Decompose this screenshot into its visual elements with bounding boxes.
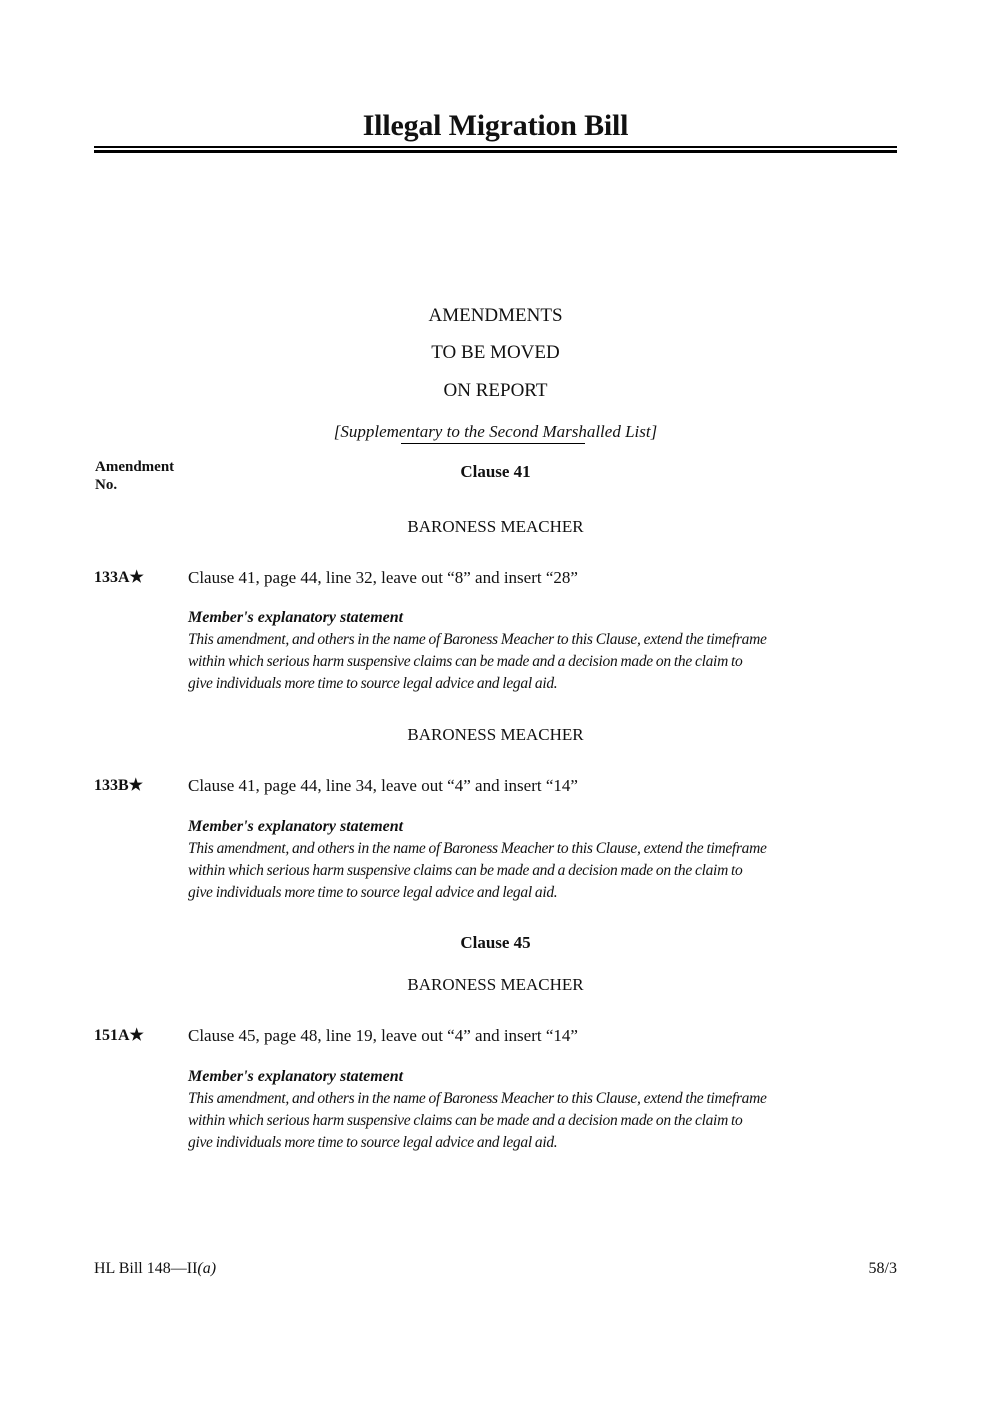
statement-line: within which serious harm suspensive claims can be made and a decision made on the claim to bbox=[188, 1112, 743, 1129]
document-title: Illegal Migration Bill bbox=[362, 109, 629, 142]
amendment-label-line-1: Amendment bbox=[95, 459, 175, 475]
amendment-number: 133A★ bbox=[94, 569, 144, 586]
explanatory-statement-heading: Member's explanatory statement bbox=[188, 818, 404, 835]
clause-heading: Clause 45 bbox=[460, 933, 531, 952]
title-rule-thick bbox=[94, 150, 897, 153]
heading-amendments: AMENDMENTS bbox=[428, 305, 563, 326]
bill-reference-suffix: (a) bbox=[197, 1260, 217, 1277]
amendment-text: Clause 45, page 48, line 19, leave out “4” and insert “14” bbox=[188, 1026, 578, 1045]
statement-line: This amendment, and others in the name of Baroness Meacher to this Clause, extend the timeframe bbox=[188, 631, 767, 648]
statement-line: This amendment, and others in the name of Baroness Meacher to this Clause, extend the timeframe bbox=[188, 1090, 767, 1107]
explanatory-statement-body bbox=[188, 629, 900, 695]
page-reference: 58/3 bbox=[868, 1260, 897, 1277]
amendment-label-line-2: No. bbox=[95, 477, 118, 493]
explanatory-statement-heading: Member's explanatory statement bbox=[188, 1068, 404, 1085]
amendment-text: Clause 41, page 44, line 32, leave out “8” and insert “28” bbox=[188, 568, 578, 587]
statement-line: within which serious harm suspensive claims can be made and a decision made on the claim to bbox=[188, 862, 743, 879]
explanatory-statement-heading: Member's explanatory statement bbox=[188, 609, 404, 626]
supplementary-underline bbox=[401, 443, 585, 444]
amendment-number: 151A★ bbox=[94, 1027, 144, 1044]
supplementary-note: [Supplementary to the Second Marshalled List] bbox=[333, 422, 658, 441]
bill-reference-main: HL Bill 148—II bbox=[94, 1260, 198, 1277]
clause-heading: Clause 41 bbox=[460, 462, 531, 481]
amendment-text: Clause 41, page 44, line 34, leave out “4” and insert “14” bbox=[188, 776, 578, 795]
explanatory-statement-body bbox=[188, 838, 900, 904]
heading-to-be-moved: TO BE MOVED bbox=[431, 342, 560, 363]
bill-reference bbox=[94, 1258, 216, 1280]
member-name: BARONESS MEACHER bbox=[407, 725, 584, 744]
member-name: BARONESS MEACHER bbox=[407, 517, 584, 536]
heading-on-report: ON REPORT bbox=[443, 380, 548, 401]
explanatory-statement-body bbox=[188, 1088, 900, 1154]
member-name: BARONESS MEACHER bbox=[407, 975, 584, 994]
statement-line: give individuals more time to source legal advice and legal aid. bbox=[188, 675, 558, 692]
statement-line: give individuals more time to source legal advice and legal aid. bbox=[188, 1134, 558, 1151]
title-rule-thin bbox=[94, 146, 897, 148]
amendment-number: 133B★ bbox=[94, 777, 144, 794]
statement-line: give individuals more time to source legal advice and legal aid. bbox=[188, 884, 558, 901]
statement-line: within which serious harm suspensive claims can be made and a decision made on the claim to bbox=[188, 653, 743, 670]
statement-line: This amendment, and others in the name of Baroness Meacher to this Clause, extend the timeframe bbox=[188, 840, 767, 857]
